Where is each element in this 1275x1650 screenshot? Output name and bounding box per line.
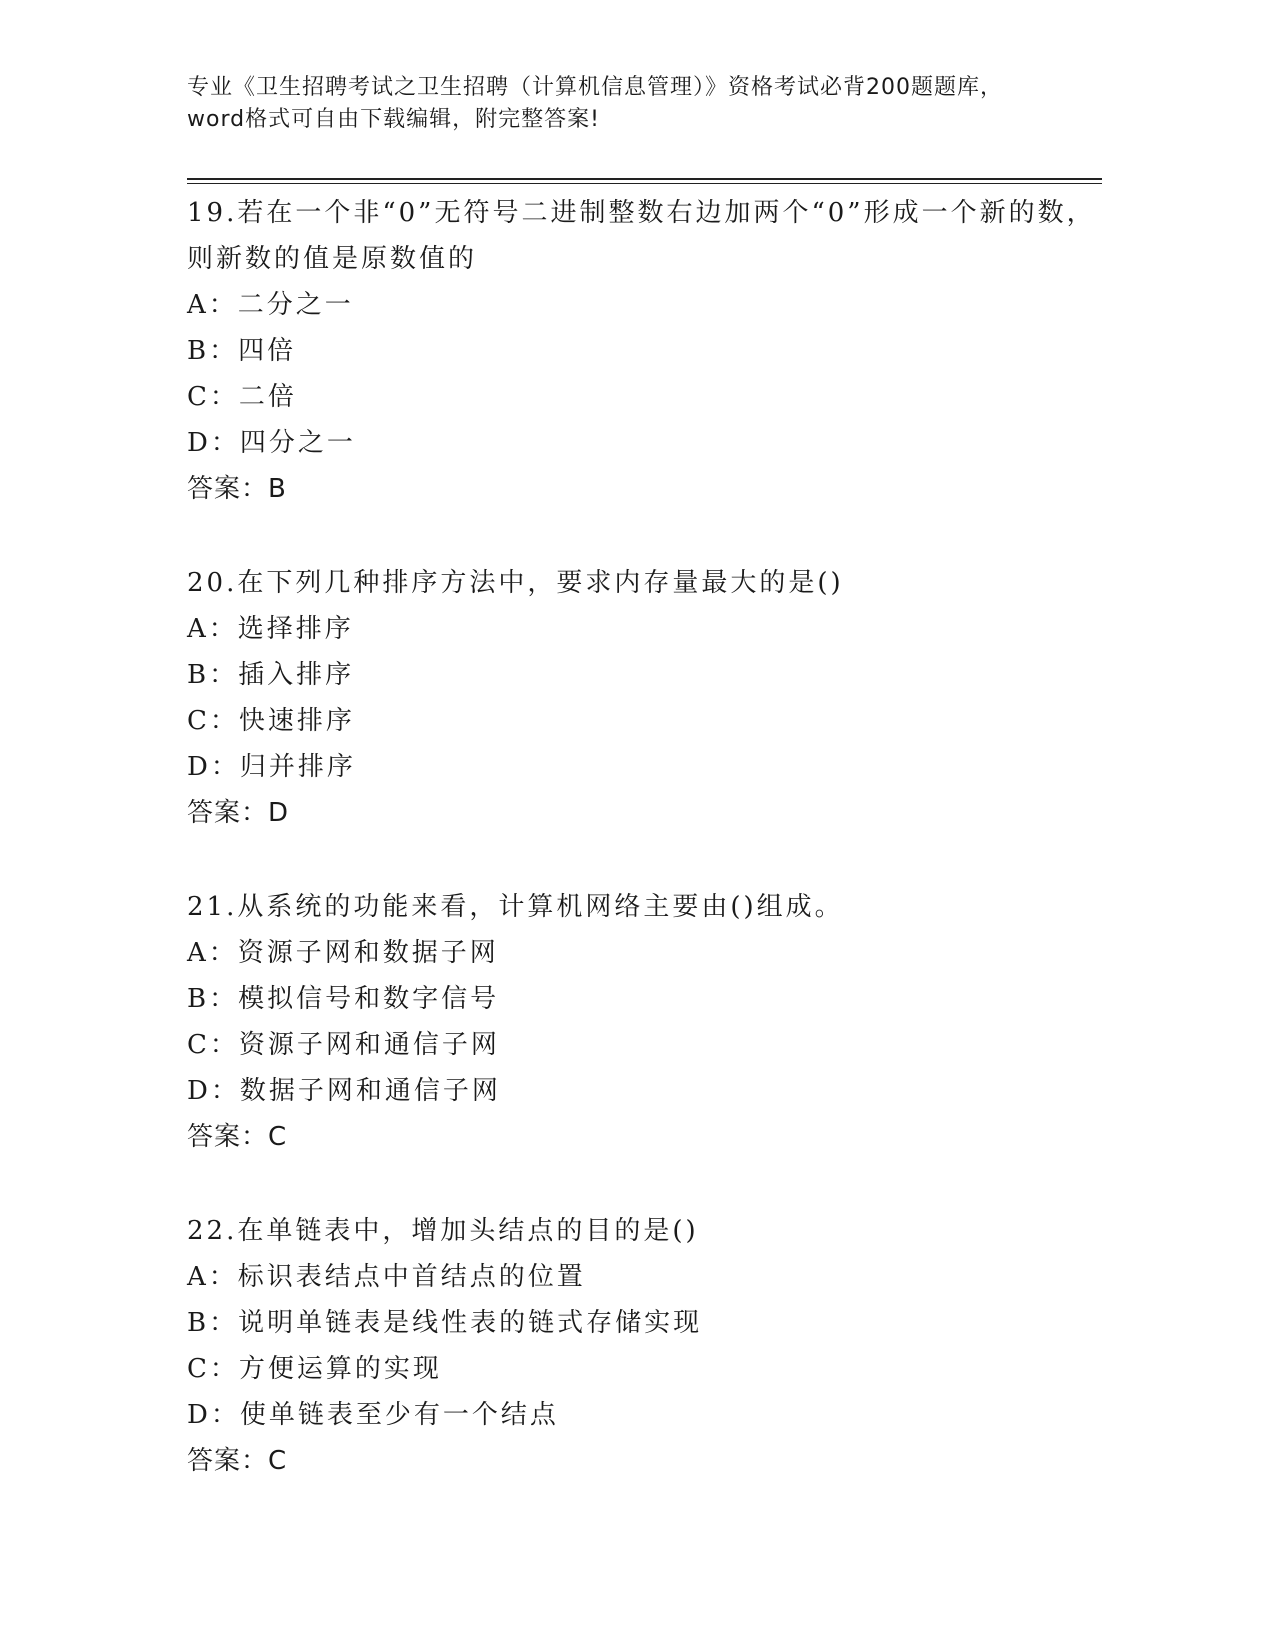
option-a: A：标识表结点中首结点的位置 bbox=[187, 1262, 586, 1292]
option-b: B：模拟信号和数字信号 bbox=[187, 984, 500, 1014]
option-c: C：方便运算的实现 bbox=[187, 1354, 442, 1384]
header-rule-thick bbox=[187, 178, 1102, 180]
option-b: B：说明单链表是线性表的链式存储实现 bbox=[187, 1308, 703, 1338]
answer-label: 答案：C bbox=[187, 1122, 288, 1152]
option-d: D：四分之一 bbox=[187, 428, 356, 458]
header-line-2: word格式可自由下载编辑，附完整答案! bbox=[187, 107, 600, 132]
option-a: A：二分之一 bbox=[187, 290, 354, 320]
option-d: D：数据子网和通信子网 bbox=[187, 1076, 501, 1106]
document-header bbox=[187, 72, 1087, 136]
question-text: 19.若在一个非“0”无符号二进制整数右边加两个“0”形成一个新的数，则新数的值是原数值的 bbox=[187, 198, 1096, 274]
header-line-1: 专业《卫生招聘考试之卫生招聘（计算机信息管理）》资格考试必背200题题库， bbox=[187, 75, 1003, 100]
answer-label: 答案：B bbox=[187, 474, 287, 504]
question-list bbox=[187, 190, 1102, 1532]
option-d: D：使单链表至少有一个结点 bbox=[187, 1400, 559, 1430]
option-c: C：快速排序 bbox=[187, 706, 355, 736]
question-text: 20.在下列几种排序方法中，要求内存量最大的是() bbox=[187, 568, 844, 598]
answer-label: 答案：C bbox=[187, 1446, 288, 1476]
option-d: D：归并排序 bbox=[187, 752, 356, 782]
question-21 bbox=[187, 884, 1102, 1160]
option-b: B：四倍 bbox=[187, 336, 297, 366]
option-c: C：二倍 bbox=[187, 382, 297, 412]
question-text: 21.从系统的功能来看，计算机网络主要由()组成。 bbox=[187, 892, 844, 922]
question-22 bbox=[187, 1208, 1102, 1484]
question-text: 22.在单链表中，增加头结点的目的是() bbox=[187, 1216, 699, 1246]
option-a: A：选择排序 bbox=[187, 614, 354, 644]
question-20 bbox=[187, 560, 1102, 836]
option-c: C：资源子网和通信子网 bbox=[187, 1030, 500, 1060]
header-rule-thin bbox=[187, 183, 1102, 184]
option-a: A：资源子网和数据子网 bbox=[187, 938, 499, 968]
question-19 bbox=[187, 190, 1102, 512]
option-b: B：插入排序 bbox=[187, 660, 355, 690]
answer-label: 答案：D bbox=[187, 798, 290, 828]
